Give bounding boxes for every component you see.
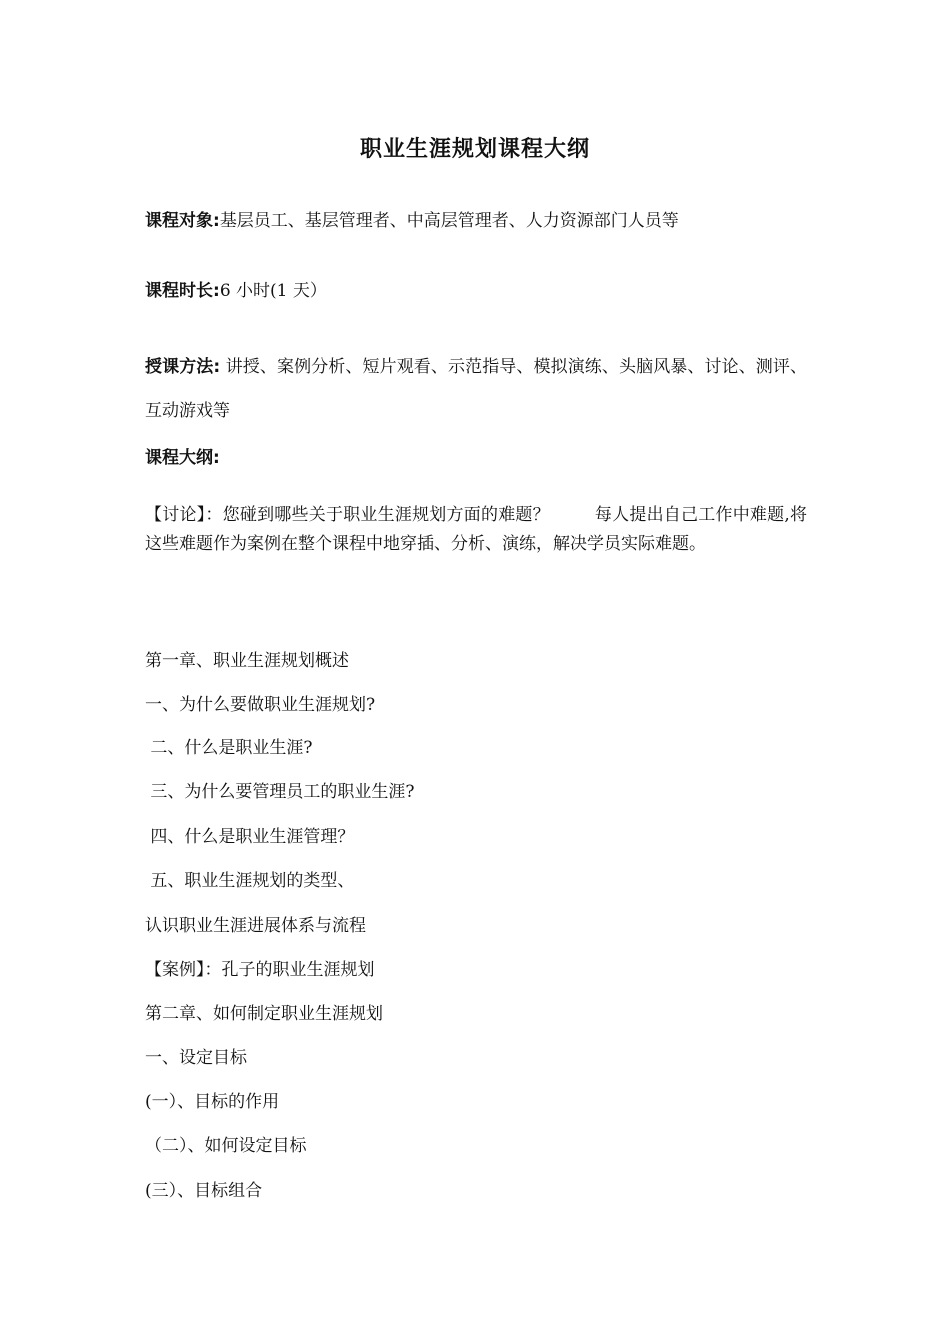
outline-item: 第一章、职业生涯规划概述 [145, 651, 349, 671]
outline-item: (一）、目标的作用 [145, 1092, 280, 1112]
course-duration [145, 277, 327, 305]
teaching-method-label: 授课方法: [145, 357, 221, 377]
outline-item: 四、什么是职业生涯管理？ [145, 827, 355, 847]
course-duration-label: 课程时长: [145, 281, 220, 301]
outline-item: 三、为什么要管理员工的职业生涯? [145, 782, 415, 802]
outline-item: 二、什么是职业生涯? [145, 738, 313, 758]
outline-item: （二）、如何设定目标 [145, 1136, 307, 1156]
outline-item: 一、为什么要做职业生涯规划? [145, 695, 376, 715]
outline-heading-label: 课程大纲: [145, 448, 220, 468]
outline-item: 【案例】：孔子的职业生涯规划 [145, 960, 375, 980]
outline-heading [145, 444, 220, 472]
course-audience-label: 课程对象: [145, 211, 220, 231]
outline-item: 认识职业生涯进展体系与流程 [145, 916, 366, 936]
course-audience [145, 207, 679, 235]
teaching-method-value: 讲授、案例分析、短片观看、示范指导、模拟演练、头脑风暴、讨论、测评、互动游戏等 [145, 357, 807, 421]
teaching-method [145, 345, 807, 433]
outline-item: 五、职业生涯规划的类型、 [145, 871, 355, 891]
outline-item: 第二章、如何制定职业生涯规划 [145, 1004, 383, 1024]
course-duration-value: 6 小时(1 天） [219, 281, 327, 301]
course-audience-value: 基层员工、基层管理者、中高层管理者、人力资源部门人员等 [219, 211, 679, 231]
outline-item: (三）、目标组合 [145, 1181, 263, 1201]
discussion-paragraph: 【讨论】：您碰到哪些关于职业生涯规划方面的难题？ 每人提出自己工作中难题,将这些难题作为案例在整个课程中地穿插、分析、演练，解决学员实际难题。 [145, 505, 807, 554]
document-title: 职业生涯规划课程大纲 [359, 137, 590, 162]
outline-item: 一、设定目标 [145, 1048, 247, 1068]
